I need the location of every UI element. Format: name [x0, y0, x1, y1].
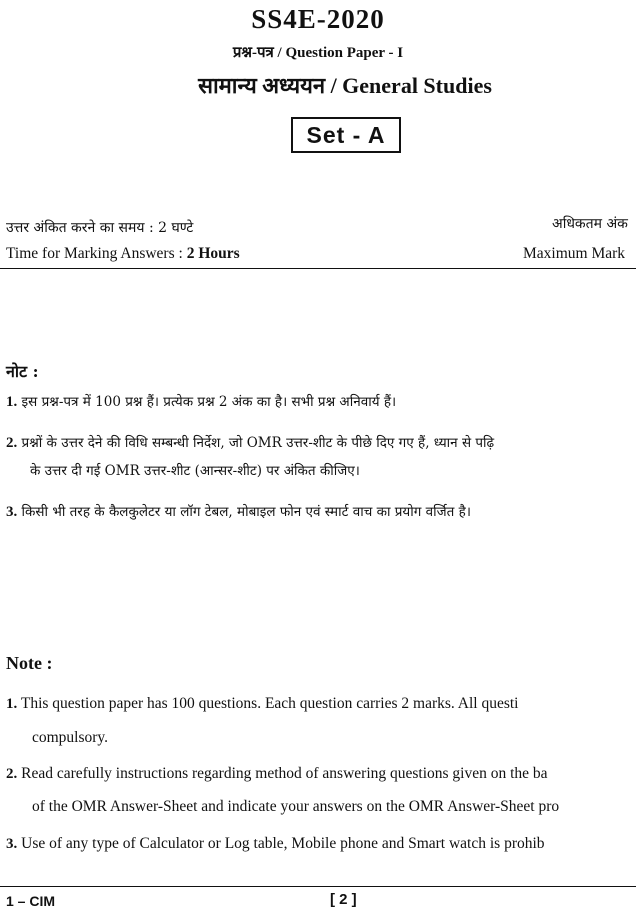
- item-number: 2.: [6, 435, 18, 451]
- item-text: प्रश्नों के उत्तर देने की विधि सम्बन्धी निर्देश, जो OMR उत्तर-शीट के पीछे दिए गए हैं, ध्यान से पढ़ि: [21, 435, 495, 451]
- set-label: Set - A: [291, 117, 401, 153]
- english-item-2-line-2: of the OMR Answer-Sheet and indicate your answers on the OMR Answer-Sheet pro: [32, 798, 560, 815]
- exam-code: SS4E-2020: [251, 4, 385, 34]
- max-marks-english: Maximum Mark: [523, 245, 626, 262]
- item-number: 3.: [6, 504, 18, 520]
- paper-title: प्रश्न-पत्र / Question Paper - I: [232, 45, 404, 61]
- page-number: [ 2 ]: [330, 891, 357, 908]
- english-item-1: [6, 695, 519, 713]
- item-number: 1.: [6, 394, 18, 410]
- time-hindi: उत्तर अंकित करने का समय : 2 घण्टे: [6, 220, 194, 236]
- time-english-label: Time for Marking Answers :: [6, 245, 187, 262]
- item-text: इस प्रश्न-पत्र में 100 प्रश्न हैं। प्रत्येक प्रश्न 2 अंक का है। सभी प्रश्न अनिवार्य हैं।: [21, 394, 397, 410]
- item-text: Read carefully instructions regarding method of answering questions given on the ba: [21, 765, 548, 782]
- subject-title: सामान्य अध्ययन / General Studies: [198, 73, 492, 98]
- item-text: किसी भी तरह के कैलकुलेटर या लॉग टेबल, मोबाइल फोन एवं स्मार्ट वाच का प्रयोग वर्जित है।: [21, 504, 471, 520]
- hindi-item-2-line-2: के उत्तर दी गई OMR उत्तर-शीट (आन्सर-शीट) पर अंकित कीजिए।: [30, 463, 360, 479]
- item-number: 2.: [6, 766, 18, 782]
- item-number: 3.: [6, 836, 18, 852]
- item-text: Use of any type of Calculator or Log table, Mobile phone and Smart watch is prohib: [21, 835, 545, 852]
- divider-top: [0, 268, 636, 269]
- hindi-item-1: [6, 392, 396, 411]
- hindi-item-3: [6, 502, 471, 521]
- time-english: [6, 245, 240, 263]
- hindi-item-2: [6, 433, 494, 452]
- max-marks-hindi: अधिकतम अंक: [552, 216, 628, 232]
- english-item-1-line-2: compulsory.: [32, 729, 109, 746]
- item-number: 1.: [6, 696, 18, 712]
- note-heading-hindi: नोट :: [6, 362, 39, 381]
- english-item-3: [6, 835, 545, 853]
- time-english-value: 2 Hours: [186, 245, 240, 262]
- footer-code: 1 – CIM: [6, 893, 56, 909]
- english-item-2: [6, 765, 548, 783]
- divider-bottom: [0, 886, 636, 887]
- note-heading-english: Note :: [6, 653, 53, 673]
- item-text: This question paper has 100 questions. Each question carries 2 marks. All questi: [20, 695, 519, 712]
